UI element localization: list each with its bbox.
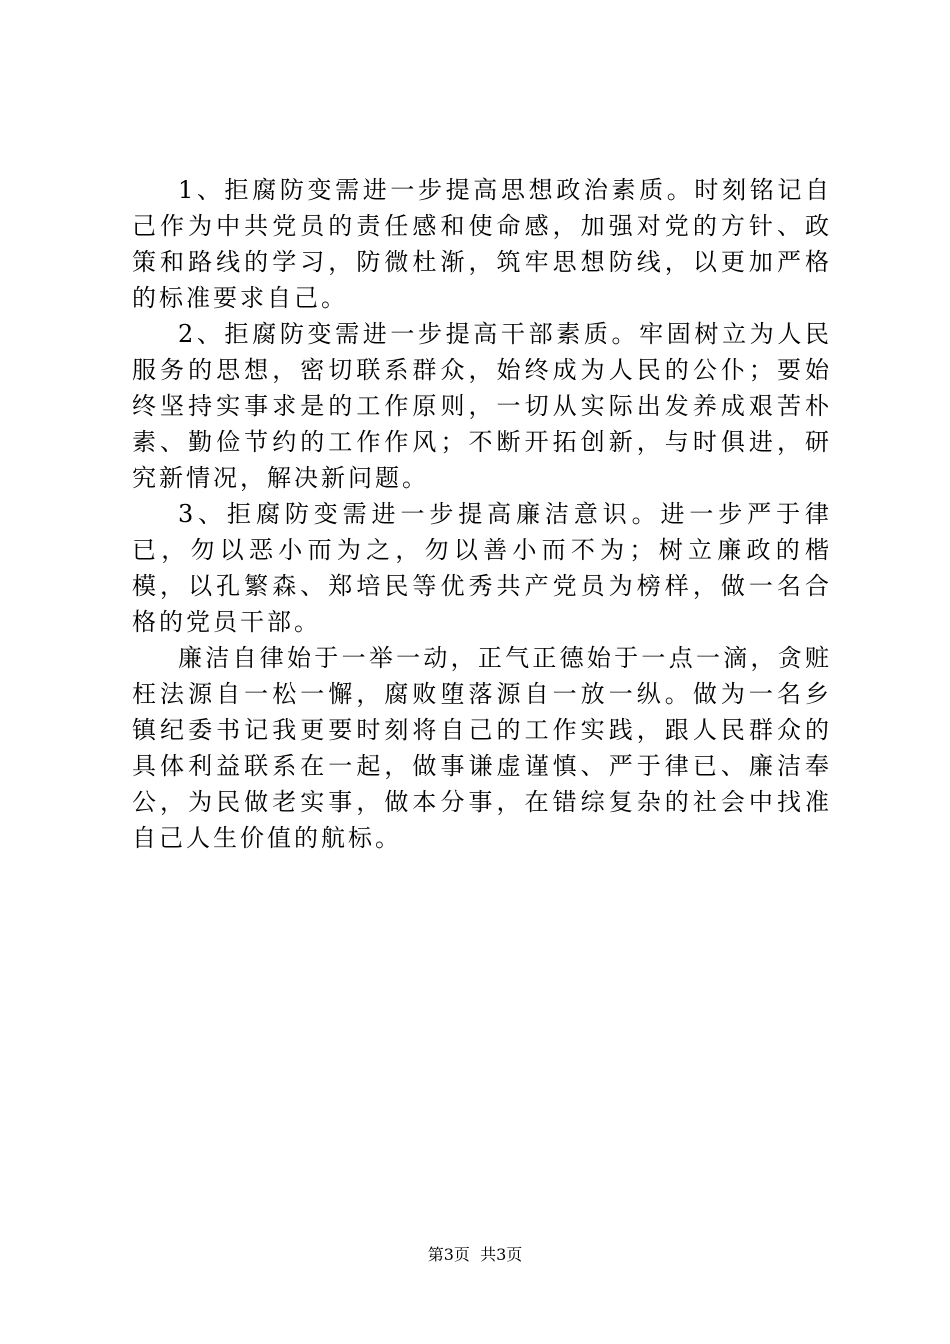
paragraph-4: 廉洁自律始于一举一动，正气正德始于一点一滴，贪赃枉法源自一松一懈，腐败堕落源自一放一纵。做为一名乡镇纪委书记我更要时刻将自己的工作实践，跟人民群众的具体利益联系在一起，做事谦虚谨慎、严于律已、廉洁奉公，为民做老实事，做本分事，在错综复杂的社会中找准自己人生价值的航标。 (132, 644, 832, 852)
paragraph-2: 2、拒腐防变需进一步提高干部素质。牢固树立为人民服务的思想，密切联系群众，始终成为人民的公仆；要始终坚持实事求是的工作原则，一切从实际出发养成艰苦朴素、勤俭节约的工作作风；不断开拓创新，与时俱进，研究新情况，解决新问题。 (132, 320, 832, 492)
paragraph-3: 3、拒腐防变需进一步提高廉洁意识。进一步严于律已，勿以恶小而为之，勿以善小而不为；树立廉政的楷模，以孔繁森、郑培民等优秀共产党员为榜样，做一名合格的党员干部。 (132, 500, 832, 636)
document-body (132, 172, 832, 856)
page-number-footer: 第3页 共3页 (427, 1245, 523, 1264)
paragraph-1: 1、拒腐防变需进一步提高思想政治素质。时刻铭记自己作为中共党员的责任感和使命感，加强对党的方针、政策和路线的学习，防微杜渐，筑牢思想防线，以更加严格的标准要求自己。 (132, 176, 832, 312)
